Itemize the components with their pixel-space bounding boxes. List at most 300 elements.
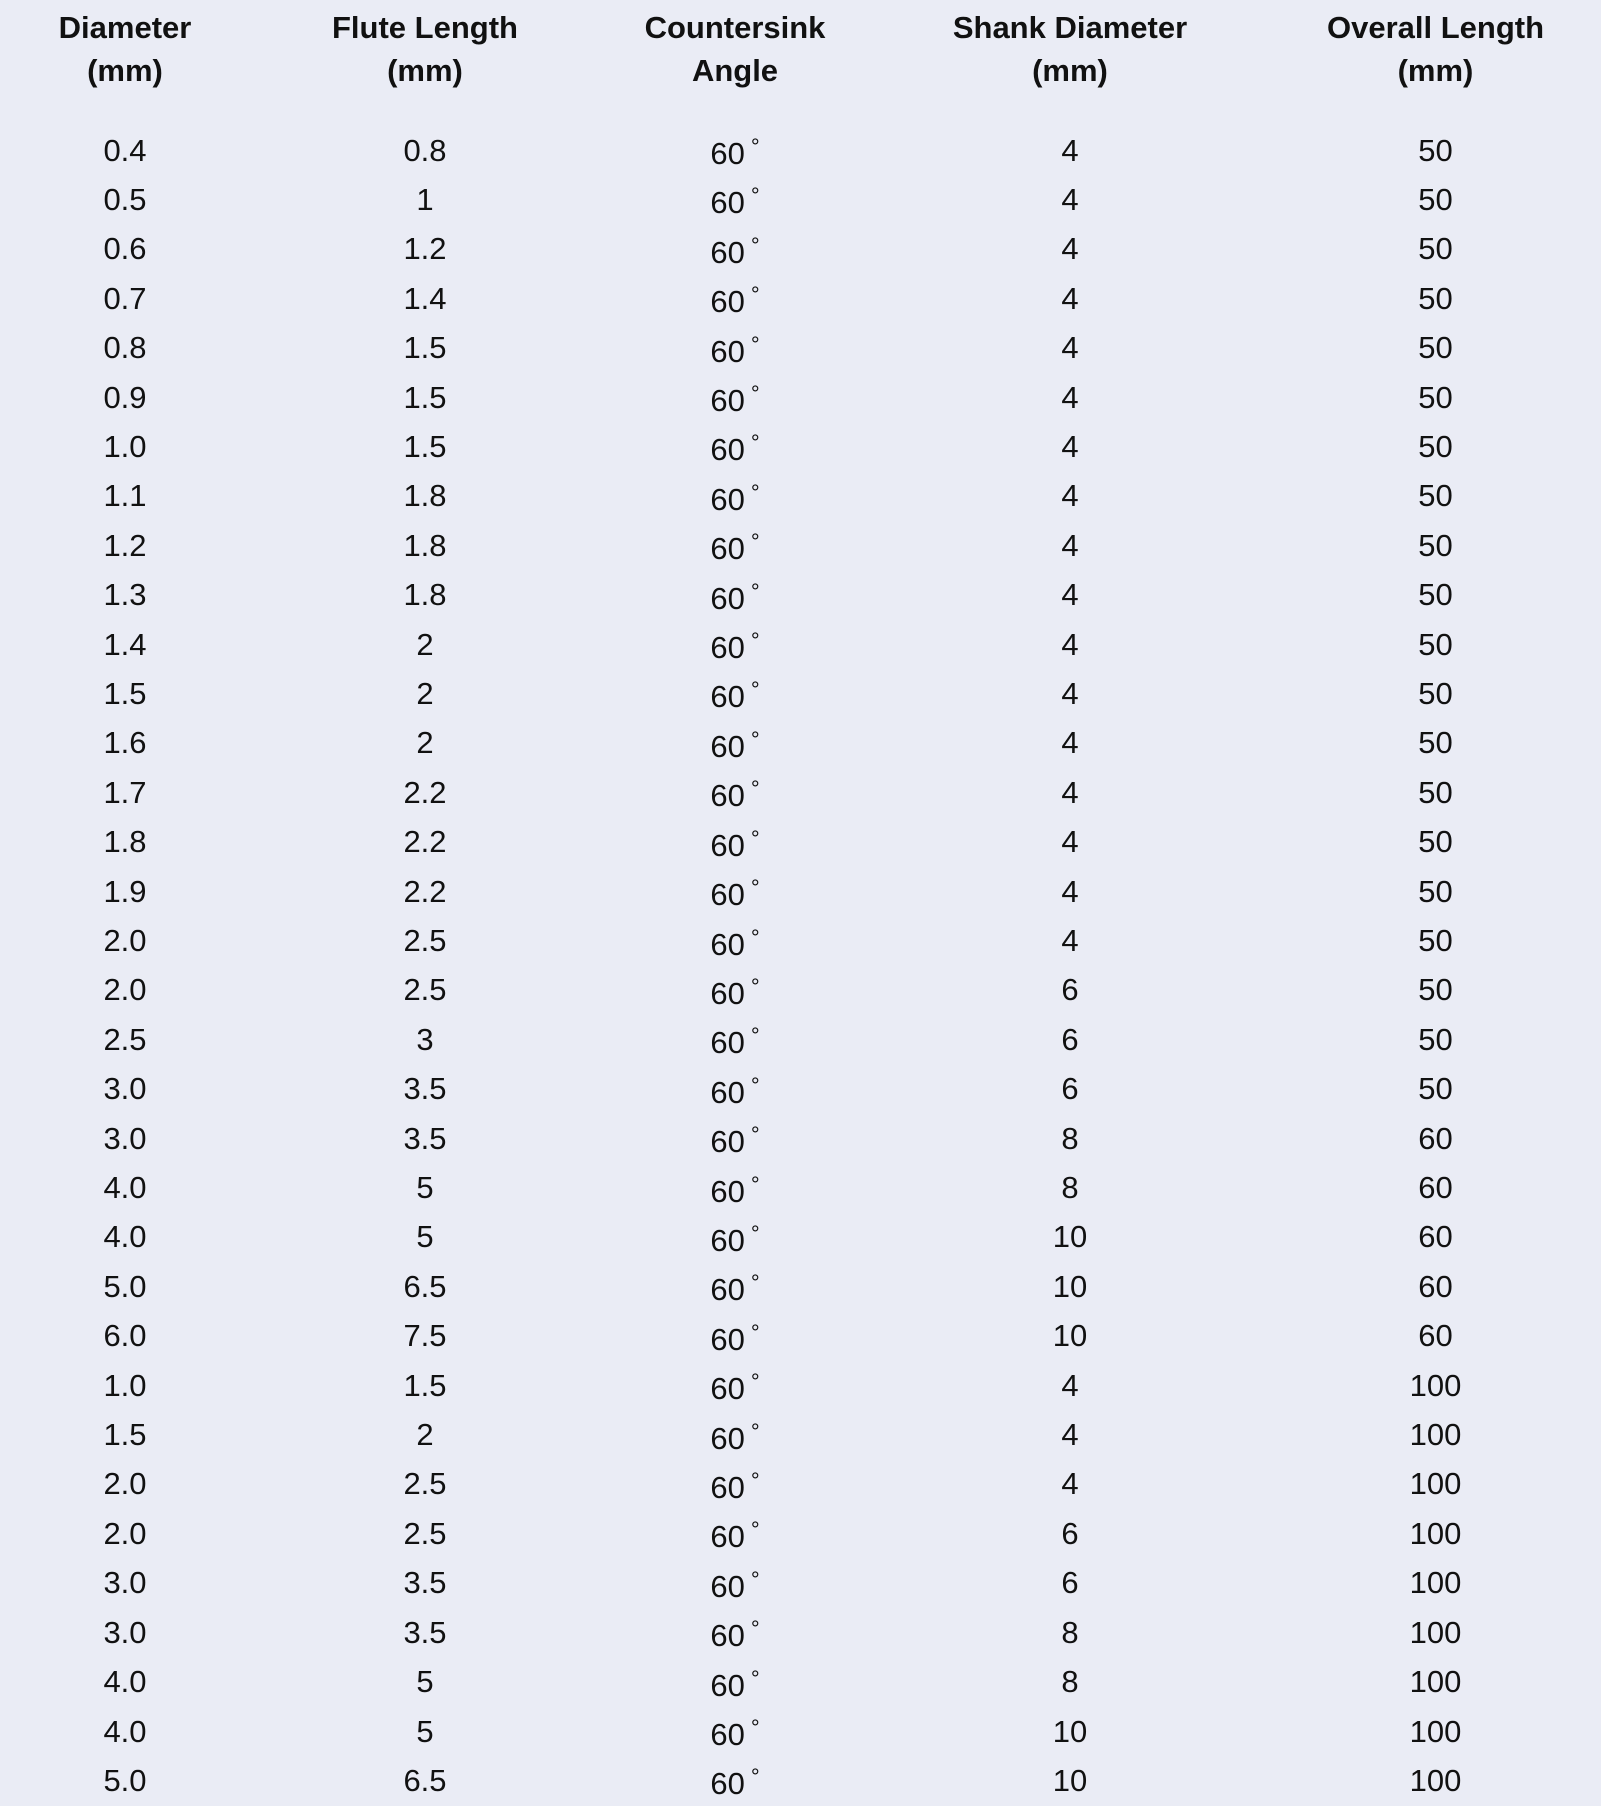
cell-overall-length-value: 60 [1418, 1120, 1453, 1156]
cell-overall-length [1270, 1262, 1601, 1311]
cell-overall-length [1270, 1509, 1601, 1558]
cell-countersink-angle [600, 1658, 870, 1707]
cell-flute-length [250, 571, 600, 620]
cell-countersink-angle [600, 620, 870, 669]
cell-flute-length-value: 3.5 [403, 1565, 447, 1601]
cell-diameter-value: 2.0 [103, 923, 147, 958]
cell-countersink-angle-value: 60 [710, 580, 745, 616]
cell-overall-length-value: 50 [1418, 824, 1453, 860]
cell-flute-length [250, 1608, 600, 1657]
cell-diameter [0, 422, 250, 471]
cell-flute-length-value: 7.5 [403, 1318, 447, 1354]
cell-countersink-angle [600, 917, 870, 966]
degree-symbol: ° [750, 1616, 760, 1642]
cell-diameter [0, 1114, 250, 1163]
cell-overall-length [1270, 1065, 1601, 1114]
cell-flute-length [250, 1411, 600, 1460]
cell-overall-length-value: 50 [1418, 675, 1453, 711]
cell-flute-length-value: 1.8 [403, 577, 447, 613]
cell-countersink-angle-value: 60 [710, 531, 745, 567]
table-row [0, 126, 1601, 175]
degree-symbol: ° [750, 1023, 760, 1049]
cell-overall-length-value: 100 [1409, 1466, 1462, 1502]
cell-flute-length [250, 472, 600, 521]
cell-flute-length [250, 768, 600, 817]
cell-diameter [0, 620, 250, 669]
table-row [0, 274, 1601, 323]
cell-diameter [0, 867, 250, 916]
cell-flute-length [250, 1658, 600, 1707]
cell-shank-diameter [870, 867, 1270, 916]
cell-shank-diameter [870, 324, 1270, 373]
cell-overall-length [1270, 1114, 1601, 1163]
cell-shank-diameter-value: 4 [1061, 330, 1079, 366]
degree-symbol: ° [750, 479, 760, 505]
cell-overall-length [1270, 521, 1601, 570]
table-row [0, 1756, 1601, 1805]
cell-shank-diameter-value: 4 [1061, 1367, 1079, 1403]
cell-shank-diameter-value: 4 [1061, 132, 1079, 168]
cell-overall-length-value: 100 [1409, 1417, 1462, 1453]
degree-symbol: ° [750, 1171, 760, 1197]
cell-overall-length [1270, 422, 1601, 471]
table-row [0, 818, 1601, 867]
table-row [0, 1658, 1601, 1707]
table-row [0, 917, 1601, 966]
cell-shank-diameter-value: 4 [1061, 280, 1079, 316]
degree-symbol: ° [750, 430, 760, 456]
cell-overall-length-value: 50 [1418, 774, 1453, 810]
cell-flute-length-value: 5 [416, 1170, 434, 1206]
cell-flute-length [250, 1015, 600, 1064]
cell-diameter-value: 3.0 [103, 1120, 147, 1156]
cell-overall-length-value: 50 [1418, 231, 1453, 267]
cell-diameter [0, 669, 250, 718]
degree-symbol: ° [750, 1270, 760, 1296]
cell-flute-length [250, 1065, 600, 1114]
cell-countersink-angle-value: 60 [710, 877, 745, 913]
cell-diameter [0, 917, 250, 966]
degree-symbol: ° [750, 1418, 760, 1444]
cell-diameter [0, 521, 250, 570]
cell-flute-length-value: 2.5 [403, 923, 447, 958]
cell-flute-length [250, 1509, 600, 1558]
cell-overall-length-value: 50 [1418, 379, 1453, 415]
cell-shank-diameter-value: 4 [1061, 428, 1079, 464]
cell-countersink-angle [600, 422, 870, 471]
cell-countersink-angle-value: 60 [710, 1272, 745, 1308]
cell-diameter-value: 2.0 [103, 972, 147, 1008]
cell-overall-length [1270, 1213, 1601, 1262]
cell-diameter-value: 1.5 [103, 675, 147, 711]
cell-overall-length [1270, 126, 1601, 175]
cell-shank-diameter [870, 966, 1270, 1015]
cell-flute-length [250, 1262, 600, 1311]
cell-countersink-angle [600, 1608, 870, 1657]
cell-diameter [0, 1460, 250, 1509]
cell-flute-length-value: 1 [416, 181, 434, 217]
table-row [0, 719, 1601, 768]
cell-shank-diameter [870, 1509, 1270, 1558]
cell-shank-diameter-value: 10 [1052, 1268, 1088, 1304]
cell-countersink-angle [600, 818, 870, 867]
cell-diameter-value: 2.0 [103, 1515, 147, 1551]
cell-flute-length [250, 1312, 600, 1361]
cell-flute-length-value: 1.5 [403, 330, 447, 366]
degree-symbol: ° [750, 529, 760, 555]
cell-overall-length [1270, 1658, 1601, 1707]
cell-countersink-angle-value: 60 [710, 1469, 745, 1505]
cell-flute-length [250, 521, 600, 570]
cell-flute-length [250, 1460, 600, 1509]
cell-flute-length-value: 3 [416, 1021, 434, 1057]
cell-shank-diameter [870, 1460, 1270, 1509]
cell-overall-length-value: 50 [1418, 873, 1453, 909]
cell-diameter-value: 3.0 [103, 1565, 147, 1601]
cell-overall-length-value: 50 [1418, 280, 1453, 316]
cell-countersink-angle [600, 669, 870, 718]
cell-overall-length-value: 60 [1418, 1268, 1453, 1304]
cell-countersink-angle [600, 1114, 870, 1163]
degree-symbol: ° [750, 628, 760, 654]
cell-overall-length-value: 60 [1418, 1318, 1453, 1354]
cell-countersink-angle-value: 60 [710, 1074, 745, 1110]
degree-symbol: ° [750, 677, 760, 703]
table-row [0, 1460, 1601, 1509]
cell-countersink-angle-value: 60 [710, 827, 745, 863]
cell-shank-diameter-value: 4 [1061, 231, 1079, 267]
cell-diameter [0, 1015, 250, 1064]
header-overall-length-label: Overall Length [1326, 9, 1545, 45]
table-row [0, 1411, 1601, 1460]
cell-flute-length-value: 2.2 [403, 774, 447, 810]
cell-flute-length-value: 2.5 [403, 1466, 447, 1502]
cell-shank-diameter-value: 4 [1061, 873, 1079, 909]
cell-shank-diameter [870, 521, 1270, 570]
cell-countersink-angle-value: 60 [710, 1222, 745, 1258]
table-body [0, 126, 1601, 1806]
cell-diameter-value: 4.0 [103, 1664, 147, 1700]
cell-overall-length [1270, 1756, 1601, 1805]
degree-symbol: ° [750, 875, 760, 901]
cell-flute-length [250, 175, 600, 224]
cell-overall-length [1270, 966, 1601, 1015]
cell-shank-diameter [870, 620, 1270, 669]
header-row [0, 0, 1601, 97]
cell-diameter [0, 472, 250, 521]
cell-countersink-angle-value: 60 [710, 284, 745, 320]
cell-countersink-angle-value: 60 [710, 1420, 745, 1456]
table-row [0, 1361, 1601, 1410]
cell-countersink-angle [600, 1361, 870, 1410]
table-row [0, 1707, 1601, 1756]
header-flute-length-label: Flute Length [332, 9, 518, 45]
cell-shank-diameter [870, 1114, 1270, 1163]
table-row [0, 966, 1601, 1015]
cell-overall-length-value: 50 [1418, 577, 1453, 613]
cell-overall-length [1270, 669, 1601, 718]
cell-overall-length-value: 50 [1418, 330, 1453, 366]
header-diameter [0, 0, 250, 97]
cell-countersink-angle-value: 60 [710, 481, 745, 517]
cell-flute-length [250, 1114, 600, 1163]
cell-countersink-angle-value: 60 [710, 1519, 745, 1555]
cell-overall-length-value: 60 [1418, 1219, 1453, 1255]
cell-overall-length [1270, 1411, 1601, 1460]
header-countersink-angle [600, 0, 870, 97]
cell-diameter [0, 719, 250, 768]
cell-shank-diameter-value: 4 [1061, 1466, 1079, 1502]
cell-overall-length-value: 100 [1409, 1614, 1462, 1650]
cell-countersink-angle [600, 521, 870, 570]
header-countersink-angle-label: Countersink Angle [644, 9, 826, 88]
cell-countersink-angle-value: 60 [710, 1321, 745, 1357]
cell-flute-length [250, 1559, 600, 1608]
cell-overall-length-value: 100 [1409, 1713, 1462, 1749]
degree-symbol: ° [750, 1319, 760, 1345]
cell-flute-length [250, 917, 600, 966]
cell-diameter [0, 1361, 250, 1410]
cell-flute-length-value: 1.2 [403, 231, 447, 267]
cell-overall-length-value: 100 [1409, 1367, 1462, 1403]
cell-diameter [0, 1312, 250, 1361]
cell-diameter [0, 1707, 250, 1756]
cell-shank-diameter-value: 4 [1061, 181, 1079, 217]
cell-countersink-angle [600, 472, 870, 521]
cell-diameter-value: 1.5 [103, 1417, 147, 1453]
degree-symbol: ° [750, 973, 760, 999]
cell-countersink-angle [600, 1015, 870, 1064]
cell-countersink-angle [600, 1707, 870, 1756]
cell-shank-diameter-value: 6 [1061, 1071, 1079, 1107]
table-row [0, 620, 1601, 669]
cell-flute-length [250, 966, 600, 1015]
cell-diameter-value: 0.5 [103, 181, 147, 217]
cell-diameter-value: 0.7 [103, 280, 147, 316]
cell-overall-length-value: 50 [1418, 972, 1453, 1008]
cell-diameter [0, 1756, 250, 1805]
table-row [0, 1114, 1601, 1163]
table-row [0, 1608, 1601, 1657]
cell-shank-diameter-value: 4 [1061, 774, 1079, 810]
degree-symbol: ° [750, 776, 760, 802]
cell-countersink-angle [600, 373, 870, 422]
cell-flute-length-value: 5 [416, 1664, 434, 1700]
cell-countersink-angle-value: 60 [710, 432, 745, 468]
cell-flute-length [250, 126, 600, 175]
header-overall-length [1270, 0, 1601, 97]
cell-flute-length-value: 2 [416, 725, 434, 761]
cell-shank-diameter [870, 1312, 1270, 1361]
cell-shank-diameter-value: 4 [1061, 923, 1079, 958]
cell-shank-diameter [870, 126, 1270, 175]
cell-diameter [0, 373, 250, 422]
header-shank-diameter [870, 0, 1270, 97]
table-row [0, 571, 1601, 620]
cell-overall-length [1270, 719, 1601, 768]
cell-countersink-angle [600, 768, 870, 817]
cell-shank-diameter-value: 10 [1052, 1762, 1088, 1798]
cell-shank-diameter-value: 6 [1061, 1565, 1079, 1601]
cell-diameter [0, 1262, 250, 1311]
cell-diameter-value: 1.0 [103, 1367, 147, 1403]
cell-flute-length [250, 225, 600, 274]
cell-shank-diameter [870, 1559, 1270, 1608]
cell-countersink-angle [600, 126, 870, 175]
cell-shank-diameter-value: 4 [1061, 725, 1079, 761]
cell-overall-length-value: 50 [1418, 1071, 1453, 1107]
cell-overall-length [1270, 324, 1601, 373]
cell-flute-length [250, 373, 600, 422]
cell-flute-length-value: 2.2 [403, 824, 447, 860]
cell-overall-length-value: 100 [1409, 1664, 1462, 1700]
cell-diameter-value: 1.3 [103, 577, 147, 613]
cell-diameter [0, 274, 250, 323]
cell-countersink-angle [600, 1213, 870, 1262]
degree-symbol: ° [750, 726, 760, 752]
cell-countersink-angle-value: 60 [710, 778, 745, 814]
cell-countersink-angle-value: 60 [710, 1173, 745, 1209]
table-row [0, 1312, 1601, 1361]
cell-flute-length [250, 1213, 600, 1262]
cell-flute-length [250, 1361, 600, 1410]
cell-overall-length-value: 50 [1418, 923, 1453, 958]
cell-diameter-value: 3.0 [103, 1614, 147, 1650]
cell-shank-diameter-value: 4 [1061, 527, 1079, 563]
table-row [0, 1213, 1601, 1262]
cell-countersink-angle [600, 274, 870, 323]
cell-countersink-angle [600, 1509, 870, 1558]
degree-symbol: ° [750, 1220, 760, 1246]
header-flute-length [250, 0, 600, 97]
cell-diameter-value: 5.0 [103, 1762, 147, 1798]
degree-symbol: ° [750, 134, 760, 159]
cell-countersink-angle [600, 1559, 870, 1608]
cell-diameter [0, 571, 250, 620]
cell-flute-length-value: 1.5 [403, 379, 447, 415]
table-row [0, 175, 1601, 224]
cell-countersink-angle-value: 60 [710, 1025, 745, 1061]
cell-shank-diameter-value: 4 [1061, 675, 1079, 711]
table-row [0, 1262, 1601, 1311]
degree-symbol: ° [750, 924, 760, 950]
cell-countersink-angle-value: 60 [710, 185, 745, 221]
cell-overall-length [1270, 175, 1601, 224]
cell-countersink-angle-value: 60 [710, 679, 745, 715]
cell-flute-length-value: 2 [416, 626, 434, 662]
cell-flute-length-value: 0.8 [403, 132, 447, 168]
table-row [0, 324, 1601, 373]
cell-flute-length-value: 3.5 [403, 1120, 447, 1156]
cell-flute-length-value: 1.8 [403, 527, 447, 563]
cell-shank-diameter-value: 10 [1052, 1713, 1088, 1749]
cell-overall-length-value: 50 [1418, 725, 1453, 761]
cell-overall-length-value: 60 [1418, 1170, 1453, 1206]
cell-overall-length [1270, 274, 1601, 323]
cell-overall-length-value: 50 [1418, 1021, 1453, 1057]
cell-overall-length [1270, 1164, 1601, 1213]
cell-diameter-value: 1.7 [103, 774, 147, 810]
cell-flute-length [250, 818, 600, 867]
cell-countersink-angle [600, 867, 870, 916]
cell-countersink-angle [600, 1262, 870, 1311]
table-row [0, 521, 1601, 570]
cell-shank-diameter-value: 8 [1061, 1120, 1079, 1156]
cell-overall-length [1270, 1608, 1601, 1657]
cell-countersink-angle [600, 1065, 870, 1114]
degree-symbol: ° [750, 381, 760, 407]
cell-countersink-angle-value: 60 [710, 1618, 745, 1654]
cell-diameter-value: 0.8 [103, 330, 147, 366]
cell-overall-length [1270, 1015, 1601, 1064]
cell-flute-length-value: 2.5 [403, 1515, 447, 1551]
cell-flute-length [250, 1756, 600, 1805]
cell-countersink-angle-value: 60 [710, 1766, 745, 1802]
cell-overall-length-value: 100 [1409, 1762, 1462, 1798]
cell-shank-diameter-value: 4 [1061, 478, 1079, 514]
cell-shank-diameter [870, 818, 1270, 867]
cell-countersink-angle [600, 1411, 870, 1460]
cell-shank-diameter [870, 1164, 1270, 1213]
cell-countersink-angle-value: 60 [710, 926, 745, 962]
cell-shank-diameter [870, 373, 1270, 422]
cell-shank-diameter [870, 1065, 1270, 1114]
cell-diameter-value: 6.0 [103, 1318, 147, 1354]
cell-shank-diameter-value: 6 [1061, 1021, 1079, 1057]
cell-overall-length [1270, 917, 1601, 966]
table-row [0, 1015, 1601, 1064]
cell-diameter [0, 225, 250, 274]
cell-countersink-angle [600, 1312, 870, 1361]
cell-shank-diameter [870, 768, 1270, 817]
cell-overall-length [1270, 1361, 1601, 1410]
header-diameter-label: Diameter [58, 9, 192, 45]
degree-symbol: ° [750, 331, 760, 357]
degree-symbol: ° [750, 1517, 760, 1543]
cell-diameter-value: 1.4 [103, 626, 147, 662]
cell-overall-length-value: 100 [1409, 1515, 1462, 1551]
cell-countersink-angle-value: 60 [710, 1717, 745, 1752]
cell-diameter-value: 0.9 [103, 379, 147, 415]
cell-diameter-value: 1.2 [103, 527, 147, 563]
cell-diameter [0, 126, 250, 175]
cell-overall-length [1270, 1312, 1601, 1361]
cell-overall-length-value: 50 [1418, 626, 1453, 662]
cell-diameter-value: 4.0 [103, 1170, 147, 1206]
cell-diameter-value: 5.0 [103, 1268, 147, 1304]
cell-diameter [0, 768, 250, 817]
cell-flute-length-value: 5 [416, 1713, 434, 1749]
cell-overall-length [1270, 1559, 1601, 1608]
cell-diameter-value: 2.5 [103, 1021, 147, 1057]
degree-symbol: ° [750, 183, 760, 209]
cell-shank-diameter-value: 8 [1061, 1664, 1079, 1700]
cell-flute-length-value: 1.4 [403, 280, 447, 316]
cell-flute-length-value: 3.5 [403, 1614, 447, 1650]
cell-shank-diameter-value: 4 [1061, 379, 1079, 415]
degree-symbol: ° [750, 1566, 760, 1592]
cell-shank-diameter [870, 1756, 1270, 1805]
table-row [0, 422, 1601, 471]
cell-shank-diameter [870, 917, 1270, 966]
cell-overall-length [1270, 472, 1601, 521]
cell-diameter-value: 3.0 [103, 1071, 147, 1107]
cell-diameter-value: 1.9 [103, 873, 147, 909]
cell-diameter-value: 1.8 [103, 824, 147, 860]
cell-flute-length [250, 620, 600, 669]
cell-flute-length [250, 669, 600, 718]
cell-countersink-angle-value: 60 [710, 1371, 745, 1407]
